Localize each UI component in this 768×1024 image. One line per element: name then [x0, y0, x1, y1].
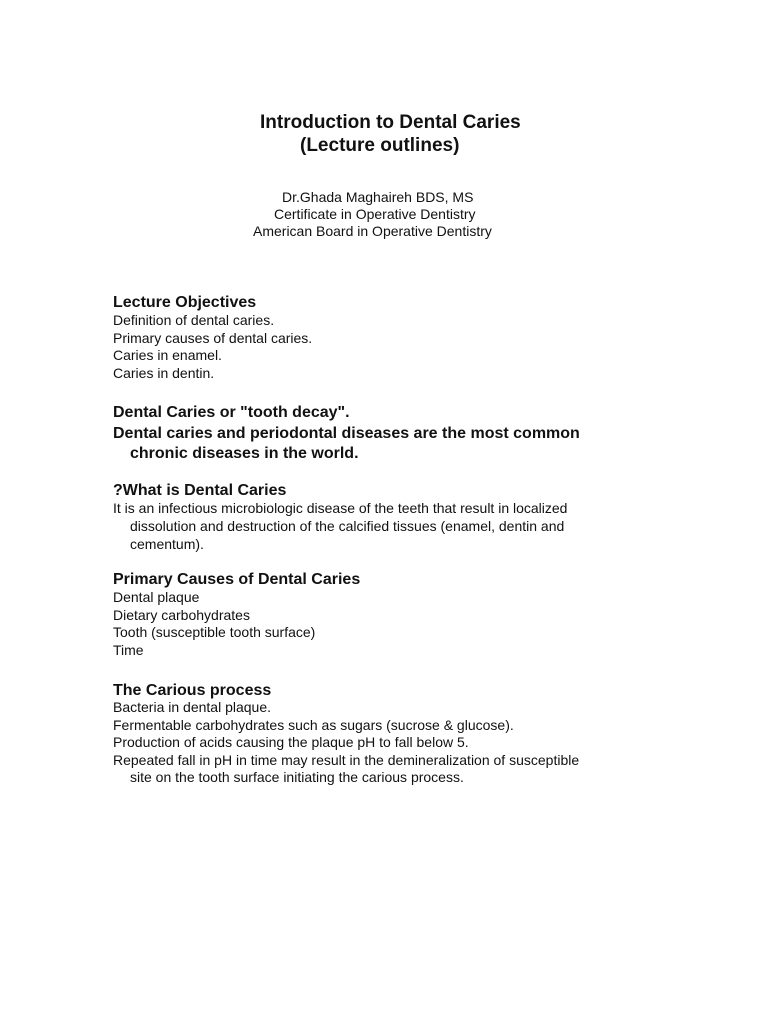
section-heading: The Carious process [113, 682, 272, 699]
document-subtitle: (Lecture outlines) [300, 135, 460, 156]
paragraph-line: It is an infectious microbiologic disease of the teeth that result in localized [113, 500, 568, 516]
list-item: Tooth (susceptible tooth surface) [113, 624, 316, 640]
section-heading: Dental Caries or "tooth decay". [113, 404, 350, 421]
list-item: Fermentable carbohydrates such as sugars (sucrose & glucose). [113, 716, 514, 733]
list-item: Dietary carbohydrates [113, 606, 250, 623]
paragraph-line: dissolution and destruction of the calcified tissues (enamel, dentin and [130, 518, 565, 534]
list-item: Definition of dental caries. [113, 312, 275, 328]
objectives-list [113, 312, 312, 382]
list-item: Primary causes of dental caries. [113, 329, 313, 346]
list-item: Caries in dentin. [113, 364, 215, 381]
list-item: Time [113, 641, 144, 658]
list-item: Production of acids causing the plaque pH to fall below 5. [113, 734, 469, 750]
document-title: Introduction to Dental Caries [260, 112, 521, 133]
list-item-continuation: site on the tooth surface initiating the carious process. [130, 769, 464, 785]
paragraph-line: cementum). [130, 536, 204, 552]
section-heading: Lecture Objectives [113, 294, 257, 311]
section-heading: Primary Causes of Dental Caries [113, 571, 361, 588]
section-heading: ?What is Dental Caries [113, 482, 287, 499]
list-item: Caries in enamel. [113, 347, 222, 363]
causes-list [113, 589, 315, 659]
bold-statement: Dental caries and periodontal diseases are the most common [113, 425, 580, 442]
author-credential: American Board in Operative Dentistry [253, 223, 492, 239]
author-name: Dr.Ghada Maghaireh BDS, MS [282, 189, 474, 205]
list-item: Bacteria in dental plaque. [113, 699, 271, 715]
author-credential: Certificate in Operative Dentistry [274, 206, 476, 222]
list-item: Dental plaque [113, 589, 200, 605]
bold-statement: chronic diseases in the world. [130, 445, 359, 462]
list-item: Repeated fall in pH in time may result in the demineralization of susceptible [113, 751, 580, 768]
process-list [113, 699, 579, 787]
